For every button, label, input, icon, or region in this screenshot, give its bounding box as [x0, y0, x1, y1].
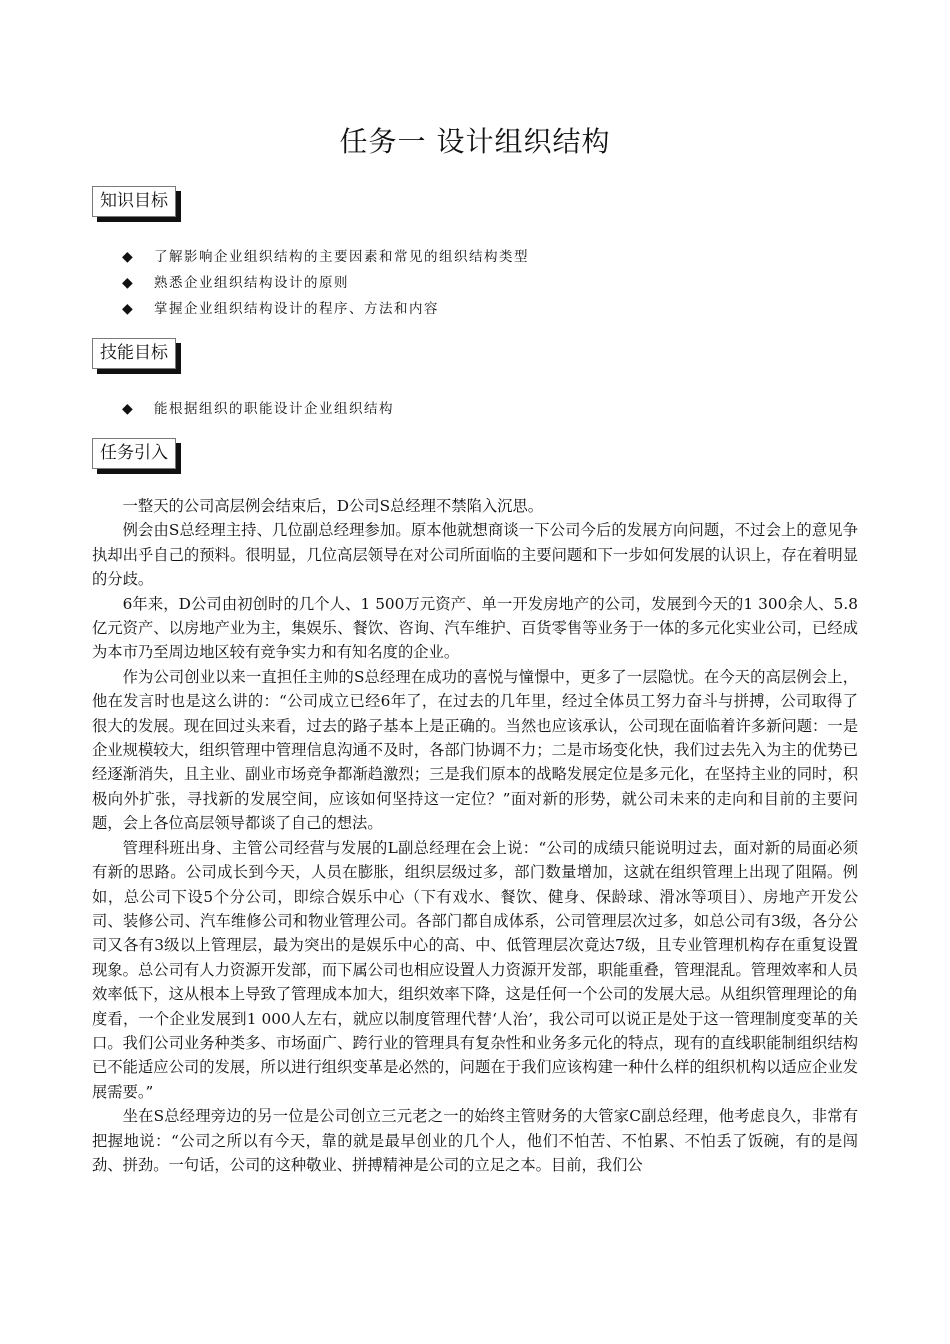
list-item-text: 了解影响企业组织结构的主要因素和常见的组织结构类型: [154, 249, 529, 265]
diamond-bullet-icon: ◆: [122, 275, 135, 291]
list-item-text: 熟悉企业组织结构设计的原则: [154, 275, 349, 291]
diamond-bullet-icon: ◆: [122, 301, 135, 317]
list-item: [122, 396, 394, 422]
list-item-text: 能根据组织的职能设计企业组织结构: [154, 401, 394, 417]
diamond-bullet-icon: ◆: [122, 401, 135, 417]
list-item: [122, 244, 529, 270]
paragraph: 坐在S总经理旁边的另一位是公司创立三元老之一的始终主管财务的大管家C副总经理，他考虑良久，非常有把握地说：“公司之所以有今天，靠的就是最早创业的几个人，他们不怕苦、不怕累、不怕丢了饭碗，有的是闯劲、拼劲。一句话，公司的这种敬业、拼搏精神是公司的立足之本。目前，我们公: [92, 1107, 858, 1174]
paragraph: 作为公司创业以来一直担任主帅的S总经理在成功的喜悦与憧憬中，更多了一层隐忧。在今天的高层例会上，他在发言时也是这么讲的：“公司成立已经6年了，在过去的几年里，经过全体员工努力奋斗与拼搏，公司取得了很大的发展。现在回过头来看，过去的路子基本上是正确的。当然也应该承认，公司现在面临着许多新问题：一是企业规模较大，组织管理中管理信息沟通不及时，各部门协调不力；二是市场变化快，我们过去先入为主的优势已经逐渐消失，且主业、副业市场竞争都渐趋激烈；三是我们原本的战略发展定位是多元化，在坚持主业的同时，积极向外扩张，寻找新的发展空间，应该如何坚持这一定位？”面对新的形势，就公司未来的走向和目前的主要问题，会上各位高层领导都谈了自己的想法。: [92, 667, 858, 833]
knowledge-goals-list: [122, 244, 529, 322]
diamond-bullet-icon: ◆: [122, 249, 135, 265]
list-item: [122, 270, 529, 296]
page-title: 任务一 设计组织结构: [339, 125, 611, 158]
section-heading-knowledge: 知识目标: [92, 186, 176, 217]
paragraph: 一整天的公司高层例会结束后，D公司S总经理不禁陷入沉思。: [122, 497, 544, 515]
section-heading-skill: 技能目标: [92, 338, 176, 369]
skill-goals-list: [122, 396, 394, 422]
paragraph: 例会由S总经理主持、几位副总经理参加。原本他就想商谈一下公司今后的发展方向问题，不过会上的意见争执却出乎自己的预料。很明显，几位高层领导在对公司所面临的主要问题和下一步如何发展的认识上，存在着明显的分歧。: [92, 521, 858, 589]
paragraph: 6年来，D公司由初创时的几个人、1 500万元资产、单一开发房地产的公司，发展到今天的1 300余人、5.8亿元资产、以房地产业为主，集娱乐、餐饮、咨询、汽车维护、百货零售等业务于一体的多元化实业公司，已经成为本市乃至周边地区较有竞争实力和有知名度的企业。: [92, 594, 858, 662]
paragraph: 管理科班出身、主管公司经营与发展的L副总经理在会上说：“公司的成绩只能说明过去，面对新的局面必须有新的思路。公司成长到今天，人员在膨胀，组织层级过多，部门数量增加，这就在组织管理上出现了阻隔。例如，总公司下设5个分公司，即综合娱乐中心（下有戏水、餐饮、健身、保龄球、滑冰等项目）、房地产开发公司、装修公司、汽车维修公司和物业管理公司。各部门都自成体系，公司管理层次过多，如总公司有3级，各分公司又各有3级以上管理层，最为突出的是娱乐中心的高、中、低管理层次竟达7级，且专业管理机构存在重复设置现象。总公司有人力资源开发部，而下属公司也相应设置人力资源开发部，职能重叠，管理混乱。管理效率和人员效率低下，这从根本上导致了管理成本加大，组织效率下降，这是任何一个公司的发展大忌。从组织管理理论的角度看，一个企业发展到1 000人左右，就应以制度管理代替‘人治’，我公司可以说正是处于这一管理制度变革的关口。我们公司业务种类多、市场面广、跨行业的管理具有复杂性和业务多元化的特点，现有的直线职能制组织结构已不能适应公司的发展，所以进行组织变革是必然的，问题在于我们应该构建一种什么样的组织机构以适应企业发展需要。”: [92, 838, 858, 1101]
task-intro-body: [92, 494, 858, 1177]
list-item-text: 掌握企业组织结构设计的程序、方法和内容: [154, 301, 439, 317]
list-item: [122, 296, 529, 322]
section-heading-intro: 任务引入: [92, 438, 176, 469]
